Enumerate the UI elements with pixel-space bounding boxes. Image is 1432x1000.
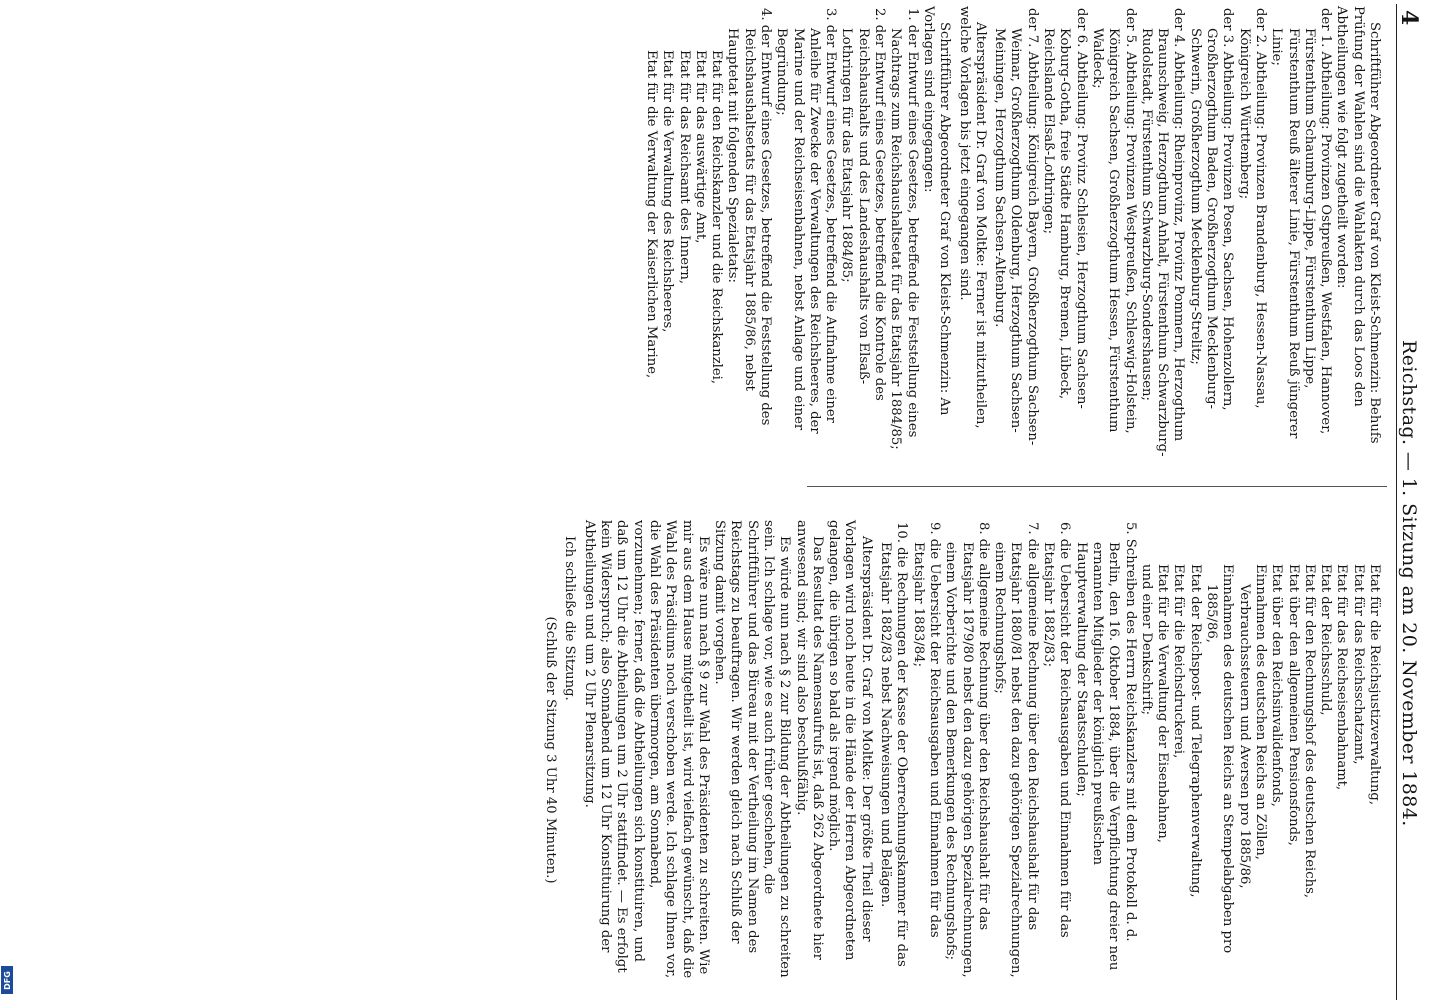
list-item: 2. der Entwurf eines Gesetzes, betreffend die Kontrole des Reichshaushalts und des Landeshaushalts von Elsaß-Lothringen für das Etatsjahr 1884/85; xyxy=(839,8,888,401)
page-number: 4 xyxy=(1396,10,1422,26)
list-item: der 7. Abtheilung: Königreich Bayern, Großherzogthum Sachsen-Weimar, Großherzogthum Oldenburg, Herzogthum Sachsen-Meiningen, Herzogthum Sachsen-Altenburg. xyxy=(992,8,1040,446)
list-item: Einnahmen des deutschen Reichs an Zöllen, Verbrauchssteuern und Aversen pro 1885/86, xyxy=(1236,564,1268,889)
list-item: Etat der Reichsschuld, xyxy=(1318,564,1334,716)
header-rule xyxy=(1396,4,1397,1000)
digitization-credit xyxy=(0,608,14,1000)
list-item: Etat für die Reichsjustizverwaltung, xyxy=(1367,564,1382,806)
paragraph: Schriftführer Abgeordneter Graf von Kleist-Schmenzin: Behufs Prüfung der Wahlen sind die Wahlakten durch das Loos den Abtheilungen wie folgt zugetheilt worden: xyxy=(1334,6,1382,444)
list-item: Etat für die Verwaltung der Eisenbahnen, xyxy=(1155,564,1171,843)
paragraph: Das Resultat des Namensaufrufs ist, daß 262 Abgeordnete hier anwesend sind; wir sind also beschlußfähig. xyxy=(793,520,825,960)
list-item: Etat für den Rechnungshof des deutschen Reichs, xyxy=(1301,564,1317,899)
session-end-note: (Schluß der Sitzung 3 Uhr 40 Minuten.) xyxy=(543,616,559,884)
paragraph: Alterspräsident Dr. Graf von Moltke: Der größte Theil dieser Vorlagen wird noch heute in die Hände der Herren Abgeordneten gelangen, die übrigen so bald als irgend möglich. xyxy=(826,520,874,961)
paragraph: Es würde nun nach § 2 zur Bildung der Abtheilungen zu schreiten sein. Ich schlage vor, wie es auch früher geschehen, die Schriftführer und das Büreau mit der Vertheilung im Namen des Reichstags zu beauftragen. Wir werden gleich nach Schluß der Sitzung damit vorgehen. xyxy=(712,520,793,978)
list-item: Etat der Reichspost- und Telegraphenverwaltung, xyxy=(1187,564,1203,898)
paragraph: Alterspräsident Dr. Graf von Moltke: Ferner ist mitzutheilen, welche Vorlagen bis jetzt eingegangen sind. xyxy=(956,6,988,429)
list-item: Etat für das auswärtige Amt, xyxy=(692,50,708,244)
list-item: der 4. Abtheilung: Rheinprovinz, Provinz Pommern, Herzogthum Braunschweig, Herzogthum Anhalt, Fürstenthum Schwarzburg-Rudolstadt, Fürstenthum Schwarzburg-Sondershausen; xyxy=(1138,8,1187,457)
right-column xyxy=(542,520,1382,980)
list-item: der 3. Abtheilung: Provinzen Posen, Sachsen, Hohenzollern, Großherzogthum Baden, Großherzogthum Mecklenburg-Schwerin, Großherzogthum Mecklenburg-Strelitz; xyxy=(1187,8,1236,411)
dfg-logo xyxy=(1,966,13,994)
dfg-logo-text: DFG xyxy=(2,970,12,990)
list-item: 6. die Uebersicht der Reichsausgaben und Einnahmen für das Etatsjahr 1882/83; xyxy=(1041,522,1073,938)
paragraph: Schriftführer Abgeordneter Graf von Kleist-Schmenzin: An Vorlagen sind eingegangen: xyxy=(920,6,953,416)
list-item: 8. die allgemeine Rechnung über den Reichshaushalt für das Etatsjahr 1879/80 nebst den dazu gehörigen Spezialrechnungen, einem Vorberichte und den Bemerkungen des Rechnungshofs; xyxy=(943,522,991,978)
list-item: Etat für das Reichsamt des Innern, xyxy=(676,50,692,285)
list-item: 3. der Entwurf eines Gesetzes, betreffend die Aufnahme einer Anleihe für Zwecke der Verwaltungen des Reichsheeres, der Marine und der Reichseisenbahnen, nebst Anlage und einer Begründung; xyxy=(774,8,839,434)
list-item: Etat über den Reichsinvalidenfonds, xyxy=(1269,564,1285,807)
list-item: Etat für den Reichskanzler und die Reichskanzlei, xyxy=(709,50,725,385)
list-item: 5. Schreiben des Herrn Reichskanzlers mit dem Protokoll d. d. Berlin, den 16. Oktober 1884, über die Verpflichtung dreier neu ernannten Mitglieder der königlich preußischen Hauptverwaltung der Staatsschulden; xyxy=(1073,522,1138,971)
list-item: 1. der Entwurf eines Gesetzes, betreffend die Feststellung eines Nachtrags zum Reichshaushaltsetat für das Etatsjahr 1884/85; xyxy=(888,8,920,450)
list-item: und einer Denkschrift; xyxy=(1138,564,1154,716)
paragraph: Es wäre nun nach § 9 zur Wahl des Präsidenten zu schreiten. Wie mir aus dem Hause mitgetheilt ist, wird vielfach gewünscht, daß die Wahl des Präsidiums noch verschoben werde. Ich schlage Ihnen vor, die Wahl des Präsidenten übermorgen, am Sonnabend, vorzunehmen; ferner, daß die Abtheilungen sich konstituiren, und daß um 12 Uhr die Abtheilungen um 2 Uhr stattfindet. — Es erfolgt kein Widerspruch; also Sonnabend um 12 Uhr Konstituirung der Abtheilungen und um 2 Uhr Plenarsitzung. xyxy=(581,520,711,979)
list-item: der 6. Abtheilung: Provinz Schlesien, Herzogthum Sachsen-Koburg-Gotha, freie Städte Hamburg, Bremen, Lübeck, Reichslande Elsaß-Lothringen; xyxy=(1041,8,1089,409)
list-item: Etat für das Reichsschatzamt, xyxy=(1350,564,1366,765)
list-item: Etat für die Reichsdruckerei, xyxy=(1171,564,1187,759)
list-item: Etat für die Verwaltung der Kaiserlichen Marine, xyxy=(643,50,659,379)
list-item: Einnahmen des deutschen Reichs an Stempelabgaben pro 1885/86, xyxy=(1204,564,1236,954)
list-item: Etat für die Verwaltung des Reichsheeres, xyxy=(660,50,676,333)
list-item: Etat für das Reichseisenbahnamt, xyxy=(1334,564,1350,791)
column-divider xyxy=(807,486,1387,487)
list-item: Etat über den allgemeinen Pensionsfonds, xyxy=(1285,564,1301,846)
paragraph: Ich schließe die Sitzung. xyxy=(562,536,578,701)
running-header: Reichstag. — 1. Sitzung am 20. November 1884. xyxy=(1398,340,1420,827)
list-item: 4. der Entwurf eines Gesetzes, betreffend die Feststellung des Reichshaushaltsetats für das Etatsjahr 1885/86, nebst Hauptetat mit folgenden Spezialetats: xyxy=(725,8,774,426)
list-item: 7. die allgemeine Rechnung über den Reichshaushalt für das Etatsjahr 1880/81 nebst den dazu gehörigen Spezialrechnungen, einem Rechnungshofs; xyxy=(992,522,1040,978)
list-item: 9. die Uebersicht der Reichsausgaben und Einnahmen für das Etatsjahr 1883/84; xyxy=(910,522,942,938)
left-column xyxy=(643,6,1382,458)
list-item: der 1. Abtheilung: Provinzen Ostpreußen, Westfalen, Hannover, Fürstenthum Schaumburg-Lippe, Fürstenthum Lippe, Fürstenthum Reuß älterer Linie, Fürstenthum Reuß jüngerer Linie; xyxy=(1269,8,1334,439)
list-item: der 2. Abtheilung: Provinzen Brandenburg, Hessen-Nassau, Königreich Württemberg; xyxy=(1236,8,1268,409)
list-item: 10. die Rechnungen der Kasse der Oberrechnungskammer für das Etatsjahr 1882/83 nebst Nachweisungen und Belägen. xyxy=(878,522,910,967)
list-item: der 5. Abtheilung: Provinzen Westpreußen, Schleswig-Holstein, Königreich Sachsen, Großherzogthum Hessen, Fürstenthum Waldeck; xyxy=(1089,8,1138,434)
